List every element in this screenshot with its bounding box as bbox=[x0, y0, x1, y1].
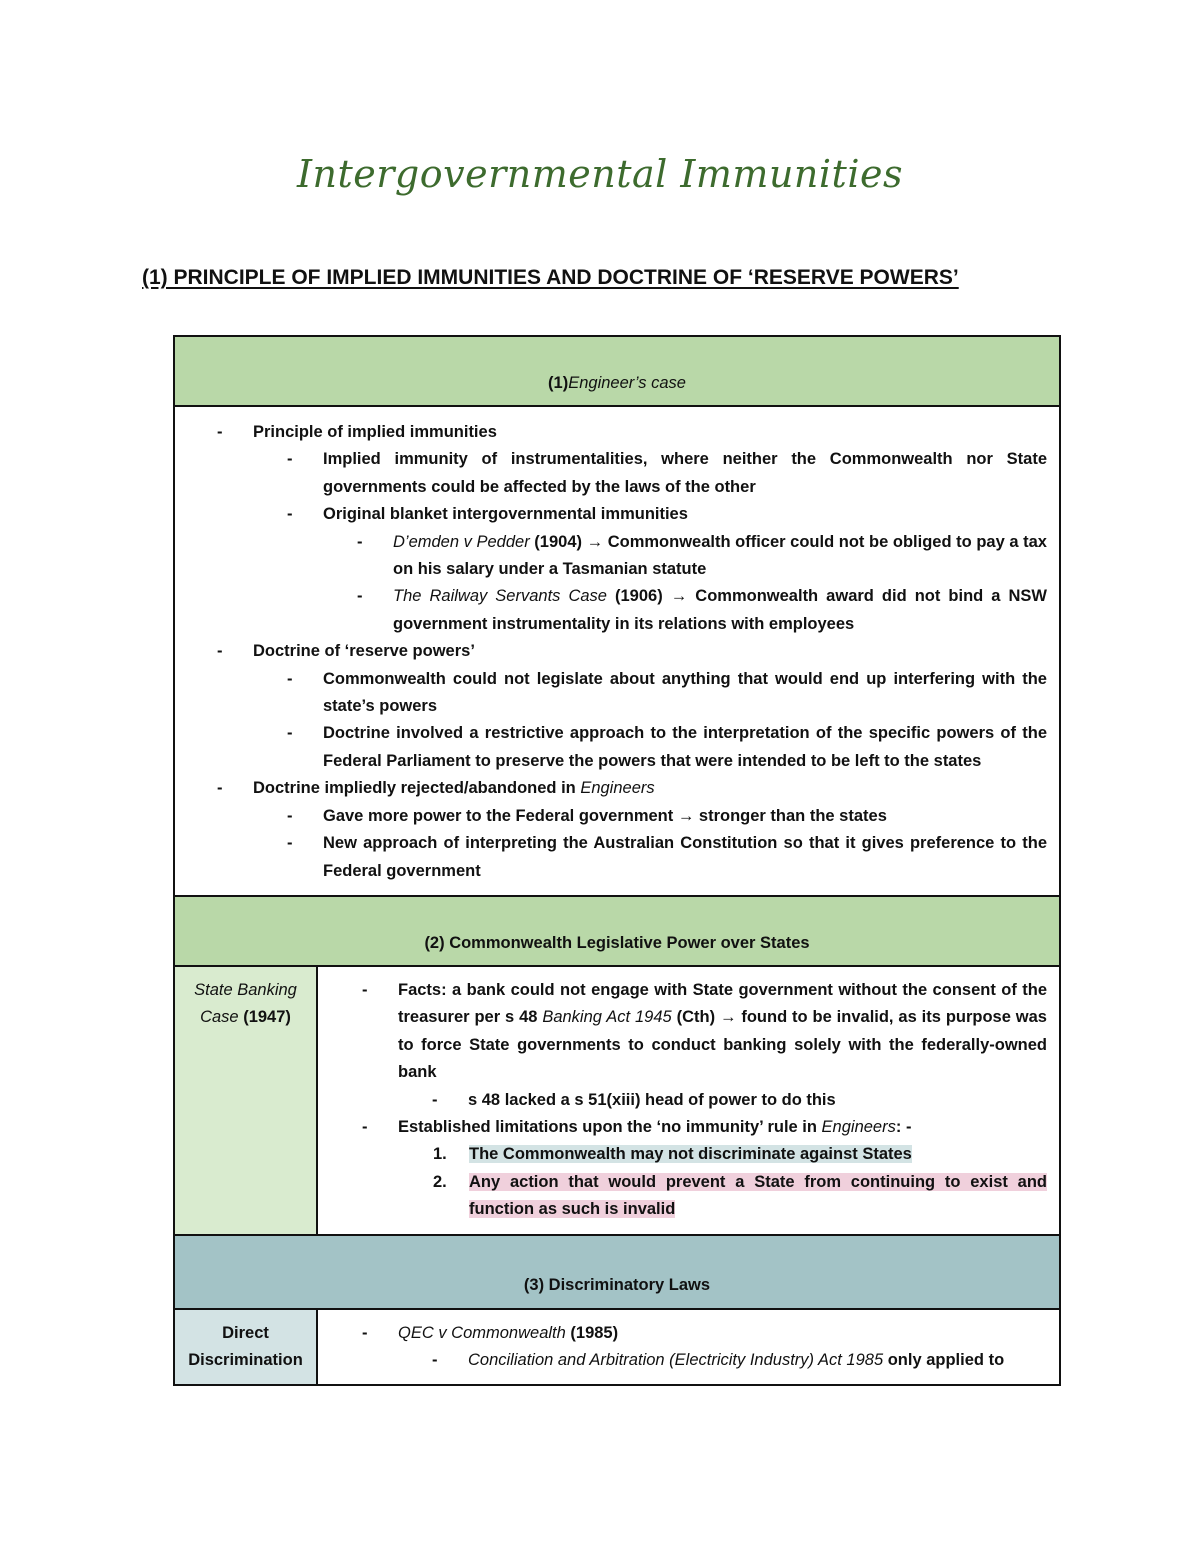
list-item bbox=[175, 638, 1047, 665]
act-detail: only applied to bbox=[883, 1350, 1005, 1369]
list-item bbox=[175, 446, 1047, 501]
dash-bullet: - bbox=[362, 1323, 368, 1342]
list-item bbox=[175, 666, 1047, 721]
case-name: The Railway Servants Case bbox=[393, 587, 607, 606]
direct-discrimination-cell bbox=[175, 1310, 318, 1385]
section-2-row bbox=[175, 967, 1059, 1234]
list-item-text bbox=[398, 1114, 1047, 1141]
dash-bullet: - bbox=[432, 1350, 438, 1369]
dash-bullet: - bbox=[287, 669, 293, 688]
dash-bullet: - bbox=[287, 505, 293, 524]
band-3-title: (3) Discriminatory Laws bbox=[523, 1276, 711, 1295]
numbered-item-text bbox=[469, 1169, 1047, 1224]
list-item-text bbox=[468, 1347, 1047, 1374]
list-item-text: Doctrine involved a restrictive approach to the interpretation of the specific powers of the Federal Parliament to preserve the powers that were intended to be left to the states bbox=[323, 724, 1047, 770]
section-1-body bbox=[175, 407, 1059, 895]
case-name: Engineers bbox=[821, 1117, 896, 1136]
dash-bullet: - bbox=[287, 806, 293, 825]
case-label-italic: State Banking Case bbox=[194, 980, 297, 1027]
case-name: QEC v Commonwealth bbox=[398, 1323, 566, 1342]
page-title: Intergovernmental Immunities bbox=[297, 152, 903, 196]
numbered-item-1 bbox=[318, 1141, 1047, 1168]
notes-table bbox=[173, 335, 1061, 1386]
dash-bullet: - bbox=[217, 779, 223, 798]
highlight-pink: Any action that would prevent a State from continuing to exist and function as such is invalid bbox=[469, 1172, 1047, 1219]
dash-bullet: - bbox=[432, 1090, 438, 1109]
act-name: Banking Act 1945 bbox=[542, 1008, 672, 1027]
section-3-row bbox=[175, 1310, 1059, 1385]
section-heading: (1) PRINCIPLE OF IMPLIED IMMUNITIES AND DOCTRINE OF ‘RESERVE POWERS’ bbox=[142, 266, 959, 289]
list-item-text: Original blanket intergovernmental immunities bbox=[323, 505, 688, 524]
case-label-cell bbox=[175, 967, 318, 1234]
list-item bbox=[175, 803, 1047, 830]
band-discriminatory-laws bbox=[175, 1234, 1059, 1310]
section-2-body bbox=[318, 967, 1059, 1234]
act-name: Conciliation and Arbitration (Electricity Industry) Act 1985 bbox=[468, 1350, 884, 1369]
numbered-item-2 bbox=[318, 1169, 1047, 1224]
case-detail: (1906) → Commonwealth award did not bind a NSW government instrumentality in its relations with employees bbox=[393, 587, 1047, 633]
list-item-text: Gave more power to the Federal government → stronger than the states bbox=[323, 806, 887, 825]
case-detail: (1904) → Commonwealth officer could not be obliged to pay a tax on his salary under a Tasmanian statute bbox=[393, 532, 1047, 579]
list-item-text bbox=[393, 529, 1047, 584]
facts-text: Facts: a bank could not engage with State government without the consent of the treasurer per s 48 bbox=[398, 980, 1047, 1027]
list-item bbox=[318, 977, 1047, 1087]
list-item-text bbox=[398, 1320, 1047, 1347]
list-item bbox=[175, 775, 1047, 802]
list-item-text bbox=[393, 583, 1047, 638]
section-3-body bbox=[318, 1310, 1059, 1385]
list-item-text: Doctrine of ‘reserve powers’ bbox=[253, 642, 475, 661]
list-item bbox=[318, 1320, 1047, 1347]
list-item bbox=[175, 529, 1047, 584]
band-engineers-case bbox=[175, 337, 1059, 407]
list-item-text: Commonwealth could not legislate about anything that would end up interfering with the state’s powers bbox=[323, 669, 1047, 716]
band-1-title: Engineer’s case bbox=[568, 373, 686, 392]
band-1-prefix: (1) bbox=[548, 373, 569, 392]
dash-bullet: - bbox=[287, 834, 293, 853]
list-item-text bbox=[398, 977, 1047, 1087]
list-item bbox=[175, 720, 1047, 775]
list-item bbox=[175, 501, 1047, 528]
list-item bbox=[175, 830, 1047, 885]
facts-text-rest: (Cth) → found to be invalid, as its purpose was to force State governments to conduct banking solely with the federally-owned bank bbox=[398, 1008, 1047, 1082]
direct-discrimination-label: Direct Discrimination bbox=[188, 1323, 303, 1369]
case-label-year: (1947) bbox=[238, 1008, 291, 1027]
case-year: (1985) bbox=[565, 1323, 619, 1342]
list-item bbox=[318, 1087, 1047, 1114]
list-item bbox=[318, 1347, 1047, 1374]
case-name: D’emden v Pedder bbox=[393, 532, 530, 551]
band-2-title: (2) Commonwealth Legislative Power over States bbox=[424, 933, 810, 952]
list-item bbox=[175, 419, 1047, 446]
dash-bullet: - bbox=[357, 587, 363, 606]
numbered-item-text bbox=[469, 1141, 1047, 1168]
dash-bullet: - bbox=[362, 980, 368, 999]
list-item-text bbox=[253, 775, 1047, 802]
dash-bullet: - bbox=[217, 423, 223, 441]
highlight-teal: The Commonwealth may not discriminate against States bbox=[469, 1145, 912, 1164]
list-item-text: s 48 lacked a s 51(xiii) head of power to do this bbox=[468, 1090, 836, 1109]
list-item-text: Implied immunity of instrumentalities, where neither the Commonwealth nor State governments could be affected by the laws of the other bbox=[323, 450, 1047, 496]
item-number: 2. bbox=[433, 1172, 447, 1191]
case-name: Engineers bbox=[580, 779, 655, 798]
band-commonwealth-power bbox=[175, 895, 1059, 967]
dash-bullet: - bbox=[357, 532, 363, 551]
item-text: Doctrine impliedly rejected/abandoned in bbox=[253, 779, 581, 798]
list-item-text: New approach of interpreting the Australian Constitution so that it gives preference to the Federal government bbox=[323, 834, 1047, 880]
dash-bullet: - bbox=[217, 642, 223, 661]
list-item-text: Principle of implied immunities bbox=[253, 423, 497, 441]
established-text-rest: : - bbox=[895, 1117, 912, 1136]
list-item bbox=[175, 583, 1047, 638]
dash-bullet: - bbox=[287, 450, 293, 469]
list-item bbox=[318, 1114, 1047, 1141]
established-text: Established limitations upon the ‘no immunity’ rule in bbox=[398, 1117, 822, 1136]
dash-bullet: - bbox=[362, 1117, 368, 1136]
item-number: 1. bbox=[433, 1145, 447, 1164]
dash-bullet: - bbox=[287, 724, 293, 743]
